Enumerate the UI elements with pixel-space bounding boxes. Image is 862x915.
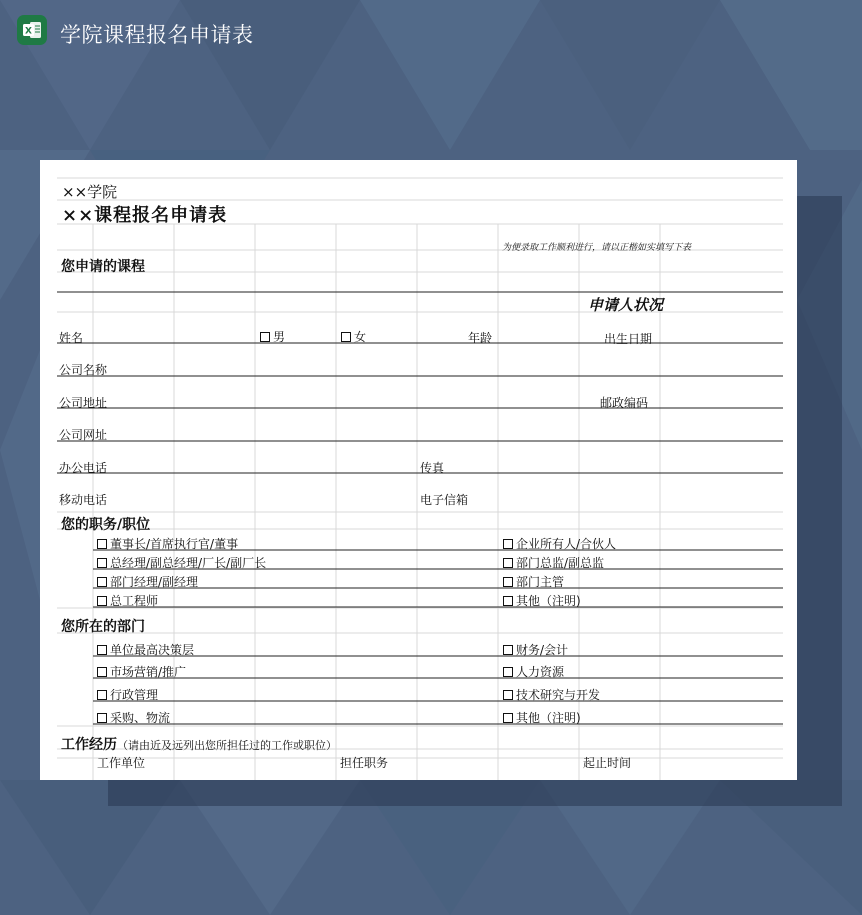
- department-checkbox-finance[interactable]: 财务/会计: [503, 641, 568, 658]
- office-phone-label: 办公电话: [59, 461, 108, 475]
- svg-text:X: X: [25, 26, 32, 37]
- department-checkbox-rnd[interactable]: 技术研究与开发: [503, 686, 600, 703]
- spreadsheet-sheet: [40, 160, 797, 780]
- department-checkbox-procurement[interactable]: 采购、物流: [97, 709, 170, 726]
- department-checkbox-executive[interactable]: 单位最高决策层: [97, 641, 194, 658]
- position-checkbox-director[interactable]: 部门总监/副总监: [503, 554, 604, 571]
- company-address-label: 公司地址: [59, 396, 108, 410]
- fax-label: 传真: [420, 461, 445, 475]
- position-checkbox-chairman[interactable]: 董事长/首席执行官/董事: [97, 535, 238, 552]
- position-checkbox-dept-manager[interactable]: 部门经理/副经理: [97, 573, 198, 590]
- work-column-period: 起止时间: [583, 756, 632, 770]
- work-column-position: 担任职务: [340, 756, 389, 770]
- work-section-note: （请由近及远列出您所担任过的工作或职位）: [117, 739, 337, 752]
- age-label: 年龄: [468, 331, 493, 345]
- department-checkbox-admin[interactable]: 行政管理: [97, 686, 158, 703]
- excel-icon: [17, 15, 47, 45]
- department-checkbox-other[interactable]: 其他（注明): [503, 709, 581, 726]
- department-checkbox-hr[interactable]: 人力资源: [503, 663, 564, 680]
- company-website-label: 公司网址: [59, 428, 108, 442]
- form-title: ××课程报名申请表: [62, 205, 228, 226]
- position-checkbox-supervisor[interactable]: 部门主管: [503, 573, 564, 590]
- position-checkbox-general-manager[interactable]: 总经理/副总经理/厂长/副厂长: [97, 554, 266, 571]
- school-name: ××学院: [62, 183, 118, 201]
- mobile-phone-label: 移动电话: [59, 493, 108, 507]
- birthdate-label: 出生日期: [604, 332, 653, 346]
- position-checkbox-owner[interactable]: 企业所有人/合伙人: [503, 535, 616, 552]
- male-checkbox[interactable]: 男: [260, 328, 285, 345]
- applicant-section-heading: 申请人状况: [588, 296, 664, 314]
- work-section-title: 工作经历: [61, 737, 117, 753]
- position-checkbox-other[interactable]: 其他（注明): [503, 592, 581, 609]
- postal-code-label: 邮政编码: [600, 396, 649, 410]
- email-label: 电子信箱: [420, 493, 469, 507]
- work-column-company: 工作单位: [97, 756, 146, 770]
- company-name-label: 公司名称: [59, 363, 108, 377]
- department-section-heading: 您所在的部门: [61, 619, 145, 635]
- fill-notice: 为便录取工作顺利进行，请以正楷如实填写下表: [502, 243, 692, 253]
- position-section-heading: 您的职务/职位: [61, 517, 151, 533]
- course-section-heading: 您申请的课程: [61, 259, 145, 275]
- position-checkbox-chief-engineer[interactable]: 总工程师: [97, 592, 158, 609]
- app-title: 学院课程报名申请表: [60, 23, 254, 47]
- name-label: 姓名: [59, 331, 84, 345]
- department-checkbox-marketing[interactable]: 市场营销/推广: [97, 663, 186, 680]
- female-checkbox[interactable]: 女: [341, 328, 366, 345]
- work-section-heading: [61, 734, 337, 754]
